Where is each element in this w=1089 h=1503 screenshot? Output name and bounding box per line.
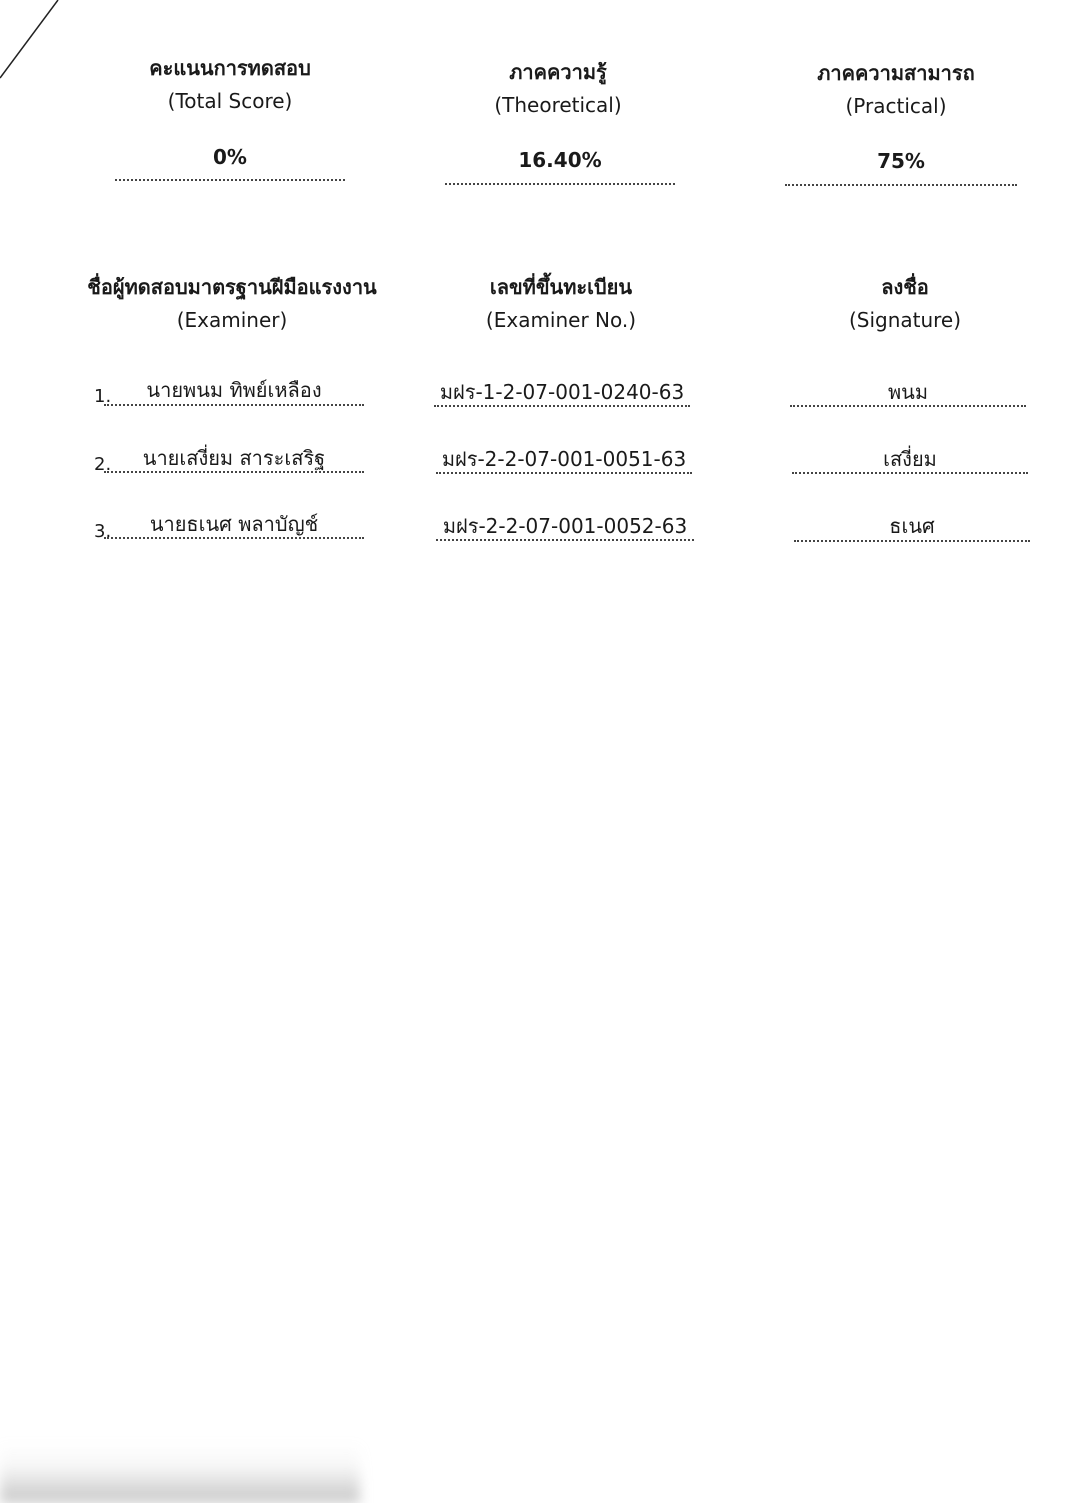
examiner-number: มฝร-2-2-07-001-0052-63 xyxy=(442,514,688,538)
examiner-name: นายธเนศ พลาบัญช์ xyxy=(149,512,319,536)
theoretical-score-dotted-line xyxy=(445,183,675,185)
practical-header xyxy=(716,59,1076,121)
total-score-title-th: คะแนนการทดสอบ xyxy=(149,56,311,80)
signature-dotted-line xyxy=(794,540,1030,542)
examiner-number-dotted-line xyxy=(434,405,690,407)
examiner-number: มฝร-2-2-07-001-0051-63 xyxy=(441,447,687,471)
theoretical-score-value: 16.40% xyxy=(518,148,602,172)
examiner-index: 1. xyxy=(94,386,112,407)
examiner-name-dotted-line xyxy=(104,404,364,406)
signature-header xyxy=(725,273,1085,335)
examiner-number: มฝร-1-2-07-001-0240-63 xyxy=(439,380,685,404)
examiner-number-dotted-line xyxy=(436,472,692,474)
total-score-header xyxy=(50,54,410,116)
signature-dotted-line xyxy=(790,405,1026,407)
theoretical-title-en: (Theoretical) xyxy=(494,93,622,117)
signature-title-en: (Signature) xyxy=(848,308,962,332)
examiner-name: นายพนม ทิพย์เหลือง xyxy=(146,378,322,402)
examiner-index: 3. xyxy=(94,521,112,542)
examiner-signature: พนม xyxy=(887,380,929,404)
examiner-number-dotted-line xyxy=(436,539,694,541)
practical-score-dotted-line xyxy=(785,184,1017,186)
examiner-name-dotted-line xyxy=(104,537,364,539)
examiner-signature: เสงี่ยม xyxy=(883,447,937,471)
practical-title-en: (Practical) xyxy=(845,94,947,118)
total-score-title-en: (Total Score) xyxy=(167,89,293,113)
examiner-name-header xyxy=(52,273,412,335)
practical-score-value: 75% xyxy=(877,149,925,173)
examiner-name-dotted-line xyxy=(104,471,364,473)
theoretical-title-th: ภาคความรู้ xyxy=(509,60,607,84)
examiner-index: 2. xyxy=(94,454,112,475)
theoretical-header xyxy=(378,58,738,120)
examiner-name: นายเสงี่ยม สาระเสริฐ xyxy=(142,446,326,470)
total-score-dotted-line xyxy=(115,179,345,181)
examiner-name-title-th: ชื่อผู้ทดสอบมาตรฐานฝีมือแรงงาน xyxy=(87,275,377,299)
examiner-number-title-th: เลขที่ขึ้นทะเบียน xyxy=(489,275,633,299)
signature-title-th: ลงชื่อ xyxy=(881,275,929,299)
practical-title-th: ภาคความสามารถ xyxy=(817,61,975,85)
examiner-signature: ธเนศ xyxy=(889,514,935,538)
total-score-value: 0% xyxy=(213,145,247,169)
examiner-name-title-en: (Examiner) xyxy=(176,308,288,332)
examiner-number-header xyxy=(381,273,741,335)
signature-dotted-line xyxy=(792,472,1028,474)
examiner-number-title-en: (Examiner No.) xyxy=(485,308,637,332)
scan-shadow xyxy=(0,1443,360,1503)
